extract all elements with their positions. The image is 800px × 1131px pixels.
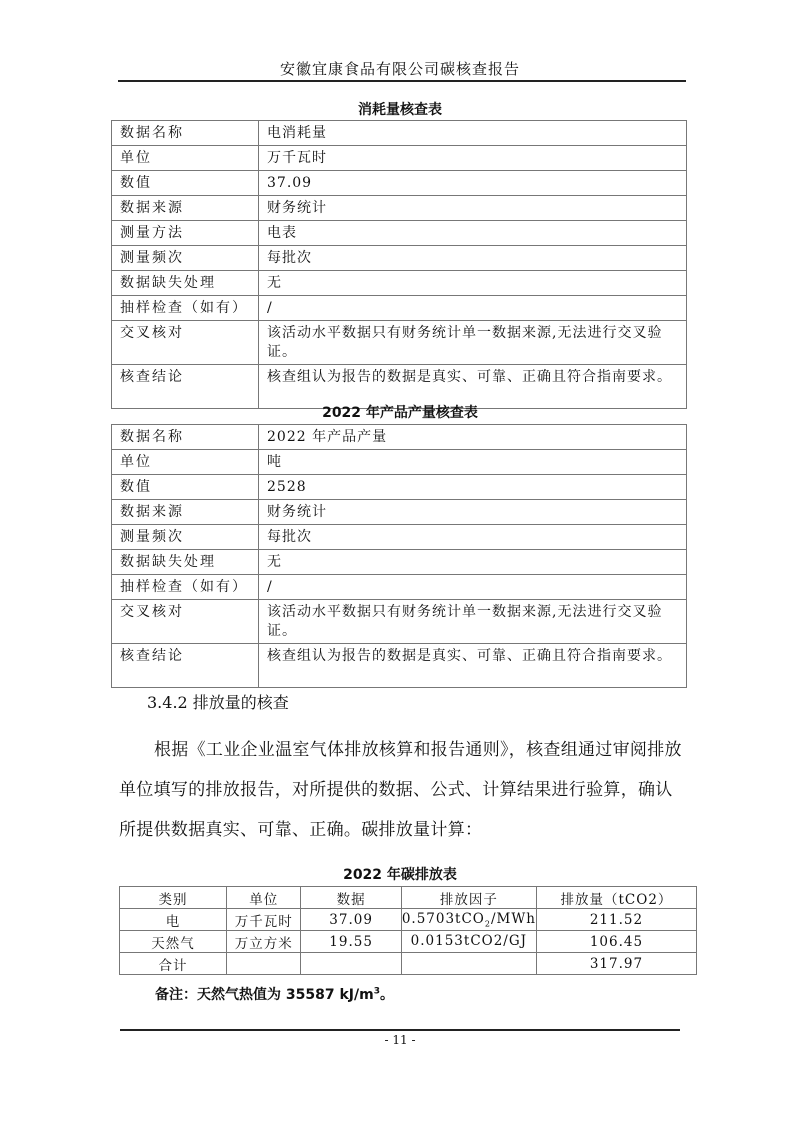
row-value: 2022 年产品产量 [259, 425, 687, 450]
table-row [112, 271, 687, 296]
table-row [112, 171, 687, 196]
emission-row [120, 909, 697, 931]
row-key: 数值 [112, 171, 259, 196]
cell-data: 37.09 [301, 909, 401, 931]
factor-text: 0.0153tCO2/GJ [410, 932, 528, 949]
row-key: 数据名称 [112, 425, 259, 450]
header-cell: 排放因子 [401, 887, 536, 909]
table-row [112, 296, 687, 321]
row-value: 核查组认为报告的数据是真实、可靠、正确且符合指南要求。 [259, 644, 687, 688]
row-value: / [259, 575, 687, 600]
row-key: 单位 [112, 146, 259, 171]
row-key: 测量频次 [112, 246, 259, 271]
table-note [155, 984, 394, 1004]
row-key: 数值 [112, 475, 259, 500]
row-value: 无 [259, 271, 687, 296]
row-value: 吨 [259, 450, 687, 475]
row-value: 2528 [259, 475, 687, 500]
table-row [112, 121, 687, 146]
table-row [112, 550, 687, 575]
row-value: 该活动水平数据只有财务统计单一数据来源,无法进行交叉验证。 [259, 321, 687, 365]
row-key: 交叉核对 [112, 321, 259, 365]
header-rule [118, 80, 686, 82]
row-value: / [259, 296, 687, 321]
row-value: 该活动水平数据只有财务统计单一数据来源,无法进行交叉验证。 [259, 600, 687, 644]
table1-caption: 消耗量核查表 [358, 102, 442, 118]
table-row [112, 146, 687, 171]
row-key: 数据来源 [112, 500, 259, 525]
row-value: 无 [259, 550, 687, 575]
section-paragraph: 根据《工业企业温室气体排放核算和报告通则》，核查组通过审阅排放单位填写的排放报告，对所提供的数据、公式、计算结果进行验算，确认所提供数据真实、可靠、正确。碳排放量计算： [119, 740, 682, 840]
row-key: 数据缺失处理 [112, 550, 259, 575]
emission-table [119, 886, 697, 975]
table3-caption: 2022 年碳排放表 [343, 867, 457, 883]
row-value: 电消耗量 [259, 121, 687, 146]
table-row [112, 600, 687, 644]
table-row [112, 196, 687, 221]
page-number: - 11 - [384, 1033, 416, 1047]
row-key: 数据缺失处理 [112, 271, 259, 296]
row-key: 测量方法 [112, 221, 259, 246]
table-row [112, 221, 687, 246]
cell-emission: 106.45 [536, 931, 696, 953]
row-key: 交叉核对 [112, 600, 259, 644]
emission-table-header-row [120, 887, 697, 909]
factor-unit: /MWh [490, 910, 536, 927]
table-row [112, 450, 687, 475]
cell-category: 天然气 [120, 931, 227, 953]
row-value: 每批次 [259, 246, 687, 271]
cell-factor [401, 931, 536, 953]
row-key: 测量频次 [112, 525, 259, 550]
row-key: 抽样检查（如有） [112, 575, 259, 600]
cell-emission: 317.97 [536, 953, 696, 975]
emission-row [120, 931, 697, 953]
section-heading: 3.4.2 排放量的核查 [147, 693, 289, 712]
cell-factor [401, 953, 536, 975]
footer-rule [120, 1029, 680, 1031]
row-key: 抽样检查（如有） [112, 296, 259, 321]
row-key: 数据名称 [112, 121, 259, 146]
cell-category: 合计 [120, 953, 227, 975]
table2-caption: 2022 年产品产量核查表 [322, 405, 478, 421]
row-key: 单位 [112, 450, 259, 475]
cell-factor [401, 909, 536, 931]
table-row [112, 575, 687, 600]
table-row [112, 644, 687, 688]
note-tail: 。 [379, 987, 394, 1003]
cell-category: 电 [120, 909, 227, 931]
table-row [112, 500, 687, 525]
table-row [112, 525, 687, 550]
row-value: 每批次 [259, 525, 687, 550]
table-row [112, 475, 687, 500]
row-key: 核查结论 [112, 644, 259, 688]
row-value: 核查组认为报告的数据是真实、可靠、正确且符合指南要求。 [259, 365, 687, 409]
cell-unit: 万千瓦时 [227, 909, 301, 931]
row-value: 37.09 [259, 171, 687, 196]
row-key: 核查结论 [112, 365, 259, 409]
table-row [112, 321, 687, 365]
header-cell: 排放量（tCO2） [536, 887, 696, 909]
header-cell: 单位 [227, 887, 301, 909]
row-value: 财务统计 [259, 500, 687, 525]
cell-emission: 211.52 [536, 909, 696, 931]
cell-unit: 万立方米 [227, 931, 301, 953]
cell-unit [227, 953, 301, 975]
factor-subscript: 2 [484, 919, 491, 929]
table-row [112, 246, 687, 271]
factor-text: 0.5703tCO [401, 910, 485, 927]
row-value: 万千瓦时 [259, 146, 687, 171]
row-value: 财务统计 [259, 196, 687, 221]
document-header-title: 安徽宜康食品有限公司碳核查报告 [279, 60, 520, 78]
emission-row [120, 953, 697, 975]
header-cell: 数据 [301, 887, 401, 909]
table-row [112, 425, 687, 450]
production-check-table [111, 424, 687, 688]
cell-data: 19.55 [301, 931, 401, 953]
row-key: 数据来源 [112, 196, 259, 221]
row-value: 电表 [259, 221, 687, 246]
consumption-check-table [111, 120, 687, 409]
note-sup: 3 [373, 986, 380, 997]
note-text: 备注：天然气热值为 35587 kJ/m [155, 987, 374, 1003]
header-cell: 类别 [120, 887, 227, 909]
cell-data [301, 953, 401, 975]
